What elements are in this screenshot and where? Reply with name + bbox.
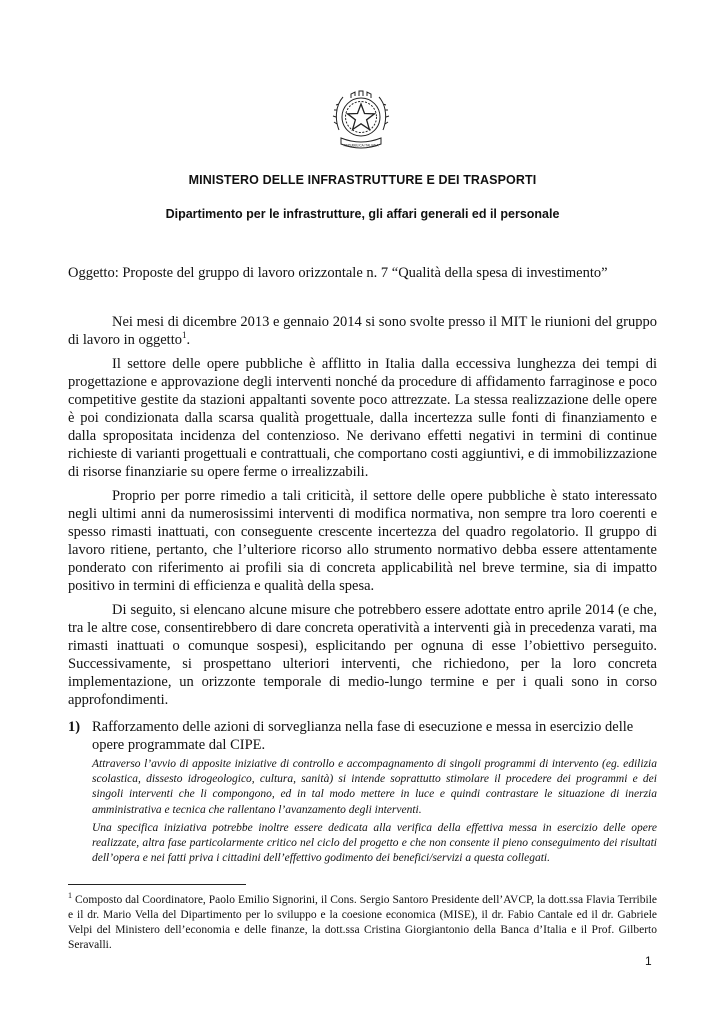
list-item-number: 1)	[68, 719, 81, 735]
ministry-title: MINISTERO DELLE INFRASTRUTTURE E DEI TRASPORTI	[188, 173, 537, 187]
paragraph-4: Di seguito, si elencano alcune misure che potrebbero essere adottate entro aprile 2014 (e che, tra le altre cose, consentirebbero di dare concreta operatività a interventi già in precedenza varati, ma rimasti inattuati o comunque sospesi), esplicitando per ognuna di esse l’obiettivo perseguito. Successivamente, si prospettano ulteriori interventi, che richiedono, per la loro concreta implementazione, un orizzonte temporale di medio-lungo termine e per i quali sono in corso approfondimenti.	[68, 602, 657, 708]
paragraph-2: Il settore delle opere pubbliche è afflitto in Italia dalla eccessiva lunghezza dei tempi di progettazione e approvazione degli interventi nonché da procedure di affidamento farraginose e poco competitive gestite da stazioni appaltanti sovente poco attrezzate. La stessa realizzazione delle opere è poi condizionata dalla scarsa qualità progettuale, dalla incertezza sulle fonti di finanziamento e dalla spropositata incidenza del contenzioso. Ne derivano effetti negativi in termini di continue richieste di varianti progettuali e contrattuali, che comportano costi aggiuntivi, e di immobilizzazione di risorse finanziarie su opere ferme o irrealizzabili.	[68, 356, 657, 480]
document-body	[68, 313, 657, 715]
list-item-note-1: Attraverso l’avvio di apposite iniziative di controllo e accompagnamento di singoli programmi di intervento (eg. edilizia scolastica, dissesto idrogeologico, cultura, sanità) si intende soprattutto stimolare il procedere dei programmi e dei singoli interventi che li compongono, ed in tal modo mettere in luce e quindi contrastare le situazione di inerzia amministrativa e tecnica che rallentano l’avanzamento degli interventi.	[92, 758, 657, 816]
paragraph-1-end: .	[186, 332, 191, 348]
list-item-1	[68, 718, 657, 869]
subject-line: Oggetto: Proposte del gruppo di lavoro orizzontale n. 7 “Qualità della spesa di investimento”	[68, 265, 608, 281]
page-number: 1	[645, 954, 652, 968]
footnote	[68, 888, 657, 954]
paragraph-1-text: Nei mesi di dicembre 2013 e gennaio 2014 si sono svolte presso il MIT le riunioni del gruppo di lavoro in oggetto	[68, 314, 657, 348]
paragraph-1	[68, 313, 657, 349]
italian-republic-emblem	[329, 86, 393, 154]
paragraph-3: Proprio per porre rimedio a tali criticità, il settore delle opere pubbliche è stato interessato negli ultimi anni da numerosissimi interventi di modifica normativa, non sempre tra loro coerenti e spesso rimasti inattuati, con conseguente crescente incertezza del quadro regolatorio. Il gruppo di lavoro ritiene, pertanto, che l’ulteriore ricorso allo strumento normativo debba essere attentamente ponderato con riferimento ai profili sia di concreta applicabilità nel breve termine, sia di impatto positivo in termini di efficienza e qualità della spesa.	[68, 488, 657, 594]
emblem-label: REPUBBLICA ITALIANA	[343, 143, 379, 148]
footnote-marker: 1	[68, 891, 72, 900]
list-item-title: Rafforzamento delle azioni di sorveglianza nella fase di esecuzione e messa in esercizio delle opere programmate dal CIPE.	[92, 719, 634, 753]
department-title: Dipartimento per le infrastrutture, gli affari generali ed il personale	[165, 207, 560, 221]
footnote-reference[interactable]: 1	[181, 330, 187, 341]
list-item-note-2: Una specifica iniziativa potrebbe inoltre essere dedicata alla verifica della effettiva messa in esercizio delle opere realizzate, altra fase particolarmente critico nel ciclo del progetto e che non consente il pieno conseguimento dei risultati dell’opera e nei fatti priva i cittadini dell’effettivo godimento dei benefici/servizi a questa collegati.	[92, 821, 657, 865]
footnote-text: Composto dal Coordinatore, Paolo Emilio Signorini, il Cons. Sergio Santoro Presidente dell’AVCP, la dott.ssa Flavia Terribile e il dr. Mario Vella del Dipartimento per lo sviluppo e la coesione economica (MISE), il dr. Fabio Cantale ed il dr. Gabriele Velpi del Ministero dell’economia e delle finanze, la dott.ssa Cristina Giorgiantonio della Banca d’Italia e il Prof. Gilberto Seravalli.	[68, 893, 657, 952]
list-item-notes	[92, 757, 657, 866]
footnote-divider	[68, 884, 246, 885]
